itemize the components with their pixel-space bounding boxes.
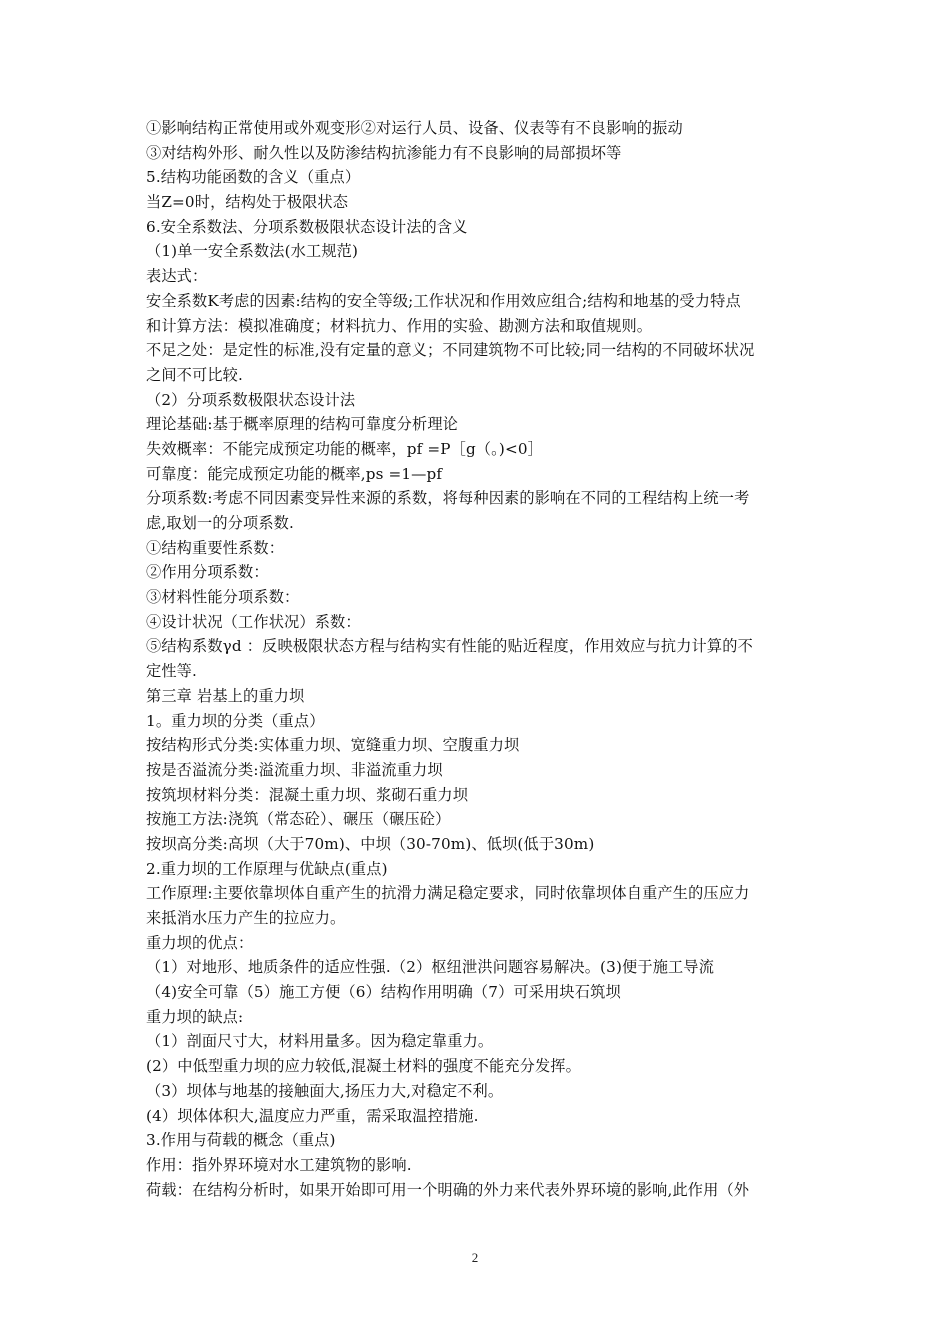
section-heading: 6.安全系数法、分项系数极限状态设计法的含义 xyxy=(146,217,468,236)
document-body xyxy=(146,116,811,1202)
list-item: (2）中低型重力坝的应力较低,混凝土材料的强度不能充分发挥。 xyxy=(146,1057,581,1076)
list-item: （3）坝体与地基的接触面大,扬压力大,对稳定不利。 xyxy=(146,1081,504,1100)
text-line: ③对结构外形、耐久性以及防渗结构抗渗能力有不良影响的局部损坏等 xyxy=(146,143,622,162)
text-line: 来抵消水压力产生的拉应力。 xyxy=(146,909,346,927)
text-line: 表达式： xyxy=(146,267,208,286)
section-heading: 3.作用与荷载的概念（重点) xyxy=(146,1131,336,1150)
text-line: ①影响结构正常使用或外观变形②对运行人员、设备、仪表等有不良影响的振动 xyxy=(146,119,683,137)
text-line: 当Z=0时，结构处于极限状态 xyxy=(146,193,349,212)
text-line: 重力坝的缺点: xyxy=(146,1007,244,1026)
text-line: 分项系数:考虑不同因素变异性来源的系数，将每种因素的影响在不同的工程结构上统一考 xyxy=(146,489,750,508)
text-line: 重力坝的优点： xyxy=(146,933,254,952)
text-line: 不足之处：是定性的标准,没有定量的意义；不同建筑物不可比较;同一结构的不同破坏状况 xyxy=(146,341,755,360)
list-item: （4)安全可靠（5）施工方便（6）结构作用明确（7）可采用块石筑坝 xyxy=(146,983,621,1002)
text-line: 可靠度：能完成预定功能的概率,ps =1—pf xyxy=(146,464,443,483)
chapter-heading: 第三章 岩基上的重力坝 xyxy=(146,686,305,705)
text-line: 按是否溢流分类:溢流重力坝、非溢流重力坝 xyxy=(146,760,443,779)
list-item: ②作用分项系数： xyxy=(146,563,269,582)
text-line: 之间不可比较. xyxy=(146,365,244,384)
text-line: 失效概率：不能完成预定功能的概率，pf =P［g（。)<0］ xyxy=(146,439,543,458)
text-line: 按施工方法:浇筑（常态砼）、碾压（碾压砼） xyxy=(146,810,451,829)
list-item: ①结构重要性系数： xyxy=(146,538,285,557)
section-heading: 2.重力坝的工作原理与优缺点(重点) xyxy=(146,859,388,878)
text-line: 作用：指外界环境对水工建筑物的影响. xyxy=(146,1155,412,1174)
text-line: 理论基础:基于概率原理的结构可靠度分析理论 xyxy=(146,415,459,434)
text-line: 荷载：在结构分析时，如果开始即可用一个明确的外力来代表外界环境的影响,此作用（外 xyxy=(146,1180,750,1199)
section-heading: 1。重力坝的分类（重点） xyxy=(146,711,325,730)
text-line: 安全系数K考虑的因素:结构的安全等级;工作状况和作用效应组合;结构和地基的受力特点 xyxy=(146,291,741,310)
list-item: ③材料性能分项系数： xyxy=(146,588,300,607)
list-item: （1）对地形、地质条件的适应性强.（2）枢纽泄洪问题容易解决。(3)便于施工导流 xyxy=(146,958,715,977)
text-line: 虑,取划一的分项系数. xyxy=(146,514,294,532)
subsection-heading: （1)单一安全系数法(水工规范) xyxy=(146,242,359,261)
text-line: 按筑坝材料分类：混凝土重力坝、浆砌石重力坝 xyxy=(146,785,469,804)
subsection-heading: （2）分项系数极限状态设计法 xyxy=(146,390,356,409)
text-line: 按坝高分类:高坝（大于70m)、中坝（30-70m)、低坝(低于30m) xyxy=(146,834,595,853)
text-line: 定性等. xyxy=(146,662,197,681)
list-item: (4）坝体体积大,温度应力严重，需采取温控措施. xyxy=(146,1106,479,1125)
section-heading: 5.结构功能函数的含义（重点） xyxy=(146,168,361,187)
text-line: 工作原理:主要依靠坝体自重产生的抗滑力满足稳定要求，同时依靠坝体自重产生的压应力 xyxy=(146,884,750,903)
list-item: ⑤结构系数γd ：反映极限状态方程与结构实有性能的贴近程度，作用效应与抗力计算的不 xyxy=(146,637,753,656)
text-line: 按结构形式分类:实体重力坝、宽缝重力坝、空腹重力坝 xyxy=(146,736,520,755)
list-item: （1）剖面尺寸大，材料用量多。因为稳定靠重力。 xyxy=(146,1032,494,1051)
text-line: 和计算方法：模拟准确度；材料抗力、作用的实验、勘测方法和取值规则。 xyxy=(146,316,653,335)
page-number: 2 xyxy=(471,1250,479,1265)
list-item: ④设计状况（工作状况）系数： xyxy=(146,612,361,631)
